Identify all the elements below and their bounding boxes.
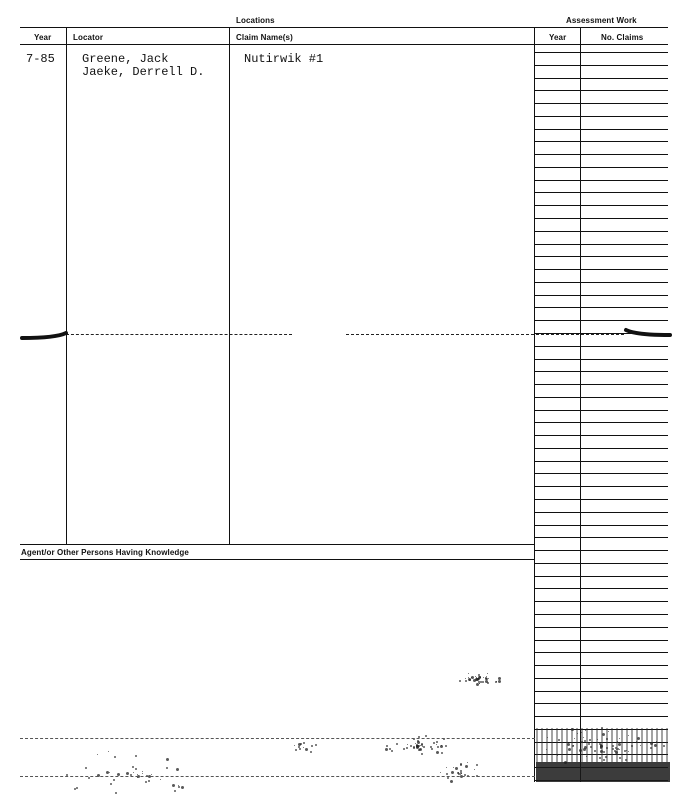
- assessment-row-rule: [534, 116, 668, 117]
- scan-speck: [88, 777, 90, 779]
- assessment-row-rule: [534, 333, 668, 334]
- scan-speck: [303, 747, 304, 748]
- scan-speck: [480, 677, 481, 678]
- scan-speck: [471, 676, 474, 679]
- assessment-row-rule: [534, 678, 668, 679]
- assessment-row-rule: [534, 665, 668, 666]
- aw-year-column-header: Year: [549, 33, 567, 42]
- assessment-row-rule: [534, 90, 668, 91]
- assessment-row-rule: [534, 614, 668, 615]
- scan-speck: [109, 772, 110, 773]
- scan-speck: [431, 748, 433, 750]
- scan-speck: [174, 790, 176, 792]
- assessment-row-rule: [534, 256, 668, 257]
- assessment-row-rule: [534, 397, 668, 398]
- assessment-row-rule: [534, 295, 668, 296]
- scan-speck: [310, 751, 312, 753]
- scan-speck: [440, 772, 441, 773]
- scan-speck: [453, 767, 454, 768]
- scan-speck: [487, 682, 489, 684]
- scan-speck: [178, 786, 180, 788]
- assessment-row-rule: [534, 52, 668, 53]
- scan-speck: [135, 755, 137, 757]
- bottom-smudge-band-2: [536, 728, 670, 762]
- scan-speck: [436, 741, 438, 743]
- claim-names-column-header: Claim Name(s): [236, 33, 293, 42]
- bottom-smudge-band: [536, 762, 670, 782]
- scan-speck: [476, 683, 479, 686]
- scan-speck: [113, 779, 115, 781]
- agent-section-top-rule: [20, 544, 535, 545]
- assessment-row-rule: [534, 371, 668, 372]
- scan-speck: [430, 746, 432, 748]
- assessment-row-rule: [534, 167, 668, 168]
- entry-locator-2: Jaeke, Derrell D.: [82, 65, 205, 79]
- assessment-row-rule: [534, 320, 668, 321]
- assessment-row-rule: [534, 231, 668, 232]
- assessment-row-rule: [534, 78, 668, 79]
- scan-speck: [305, 748, 308, 751]
- scan-speck: [421, 744, 423, 746]
- scan-speck: [172, 784, 175, 787]
- assessment-row-rule: [534, 180, 668, 181]
- scan-speck: [474, 769, 475, 770]
- assessment-row-rule: [534, 512, 668, 513]
- assessment-row-rule: [534, 537, 668, 538]
- scan-speck: [459, 680, 461, 682]
- scan-speck: [469, 679, 471, 681]
- scan-speck: [85, 767, 87, 769]
- assessment-row-rule: [534, 486, 668, 487]
- assessment-row-rule: [534, 282, 668, 283]
- assessment-row-rule: [534, 154, 668, 155]
- assessment-work-group-header: Assessment Work: [566, 16, 637, 25]
- scan-speck: [133, 772, 134, 773]
- scan-speck: [460, 774, 461, 775]
- scan-speck: [142, 771, 143, 772]
- scan-speck: [299, 748, 301, 750]
- scan-speck: [181, 786, 184, 789]
- scan-speck: [396, 743, 398, 745]
- bottom-broken-rule-2: [20, 776, 535, 777]
- scan-speck: [486, 678, 488, 680]
- assessment-row-rule: [534, 65, 668, 66]
- scan-speck: [151, 774, 152, 775]
- scan-speck: [421, 753, 423, 755]
- scan-speck: [132, 766, 134, 768]
- scan-speck: [76, 787, 78, 789]
- scan-speck: [410, 745, 412, 747]
- assessment-row-rule: [534, 384, 668, 385]
- scan-speck: [413, 747, 415, 749]
- locations-group-header: Locations: [236, 16, 275, 25]
- assessment-row-rule: [534, 550, 668, 551]
- assessment-row-rule: [534, 307, 668, 308]
- assessment-row-rule: [534, 103, 668, 104]
- assessment-row-rule: [534, 461, 668, 462]
- scan-speck: [465, 765, 468, 768]
- scan-speck: [303, 742, 305, 744]
- entry-claim-name: Nutirwik #1: [244, 52, 324, 66]
- assessment-row-rule: [534, 141, 668, 142]
- scan-speck: [460, 770, 462, 772]
- scan-speck: [458, 772, 459, 773]
- scan-speck: [446, 767, 447, 768]
- bottom-broken-rule: [20, 738, 535, 739]
- scan-speck: [423, 746, 425, 748]
- scan-speck: [441, 752, 443, 754]
- assessment-row-rule: [534, 499, 668, 500]
- header-bottom-rule: [20, 44, 668, 45]
- assessment-row-rule: [534, 716, 668, 717]
- scan-speck: [418, 745, 419, 746]
- assessment-row-rule: [534, 703, 668, 704]
- fold-line-right: [346, 334, 624, 335]
- locator-column-header: Locator: [73, 33, 104, 42]
- scan-speck: [406, 747, 408, 749]
- assessment-row-rule: [534, 525, 668, 526]
- scan-speck: [97, 754, 98, 755]
- scan-speck: [108, 751, 109, 752]
- scan-speck: [436, 744, 437, 745]
- scan-speck: [433, 742, 435, 744]
- scan-speck: [465, 678, 466, 679]
- scan-speck: [483, 677, 484, 678]
- scan-speck: [114, 756, 116, 758]
- scan-speck: [446, 773, 448, 775]
- scan-speck: [176, 768, 179, 771]
- assessment-row-rule: [534, 435, 668, 436]
- scan-speck: [415, 743, 416, 744]
- scan-speck: [407, 744, 408, 745]
- assessment-row-rule: [534, 218, 668, 219]
- assessment-row-rule: [534, 422, 668, 423]
- scan-speck: [298, 746, 300, 748]
- scan-speck: [461, 773, 462, 774]
- scan-speck: [498, 677, 501, 680]
- scan-speck: [487, 673, 488, 674]
- scan-speck: [391, 750, 393, 752]
- scan-speck: [478, 678, 480, 680]
- scan-speck: [480, 681, 482, 683]
- aw-no-claims-column-header: No. Claims: [601, 33, 644, 42]
- scan-speck: [437, 746, 439, 748]
- scan-speck: [467, 762, 468, 763]
- assessment-row-rule: [534, 244, 668, 245]
- entry-locator-1: Greene, Jack: [82, 52, 169, 66]
- scan-speck: [482, 681, 484, 683]
- assessment-row-rule: [534, 192, 668, 193]
- scan-speck: [441, 745, 442, 746]
- year-column-header: Year: [34, 33, 52, 42]
- scan-speck: [403, 748, 405, 750]
- scan-speck: [385, 748, 388, 751]
- assessment-row-rule: [534, 588, 668, 589]
- scan-speck: [479, 683, 480, 684]
- fold-mark-right-icon: [622, 325, 672, 339]
- assessment-row-rule: [534, 346, 668, 347]
- scan-speck: [425, 735, 427, 737]
- assessment-row-rule: [534, 448, 668, 449]
- scan-speck: [166, 758, 169, 761]
- scan-speck: [300, 743, 302, 745]
- scan-speck: [420, 749, 421, 750]
- scan-speck: [115, 792, 117, 794]
- scan-speck: [496, 681, 497, 682]
- scan-speck: [465, 680, 467, 682]
- scan-speck: [126, 772, 129, 775]
- locator-claim-divider: [229, 27, 230, 544]
- scan-speck: [488, 678, 489, 679]
- scan-speck: [166, 767, 168, 769]
- assessment-row-rule: [534, 576, 668, 577]
- top-rule: [20, 27, 668, 28]
- scan-speck: [145, 781, 147, 783]
- assessment-row-rule: [534, 269, 668, 270]
- assessment-row-rule: [534, 410, 668, 411]
- fold-mark-left-icon: [20, 328, 70, 342]
- scan-speck: [386, 745, 388, 747]
- fold-line-left: [66, 334, 292, 335]
- scan-speck: [295, 749, 297, 751]
- scan-speck: [148, 780, 150, 782]
- scan-speck: [311, 745, 313, 747]
- scan-speck: [476, 764, 478, 766]
- scan-speck: [451, 771, 454, 774]
- assessment-row-rule: [534, 473, 668, 474]
- scan-speck: [468, 673, 469, 674]
- assessment-row-rule: [534, 691, 668, 692]
- assessment-row-rule: [534, 652, 668, 653]
- assessment-row-rule: [534, 601, 668, 602]
- year-locator-divider: [66, 27, 67, 544]
- scan-speck: [294, 745, 295, 746]
- scan-speck: [160, 779, 161, 780]
- scan-speck: [417, 740, 419, 742]
- scan-speck: [455, 767, 458, 770]
- scan-speck: [498, 680, 501, 683]
- assessment-row-rule: [534, 359, 668, 360]
- agent-section-header: Agent/or Other Persons Having Knowledge: [21, 548, 189, 557]
- scan-speck: [135, 768, 137, 770]
- assessment-row-rule: [534, 627, 668, 628]
- assessment-row-rule: [534, 640, 668, 641]
- assessment-row-rule: [534, 129, 668, 130]
- agent-section-header-rule: [20, 559, 535, 560]
- scan-speck: [460, 763, 462, 765]
- assessment-row-rule: [534, 205, 668, 206]
- scan-speck: [142, 773, 143, 774]
- entry-year: 7-85: [26, 52, 55, 66]
- scan-speck: [315, 744, 317, 746]
- scan-speck: [436, 751, 439, 754]
- scan-speck: [110, 783, 112, 785]
- scan-speck: [445, 745, 447, 747]
- assessment-row-rule: [534, 563, 668, 564]
- scan-speck: [450, 780, 453, 783]
- scan-speck: [447, 777, 449, 779]
